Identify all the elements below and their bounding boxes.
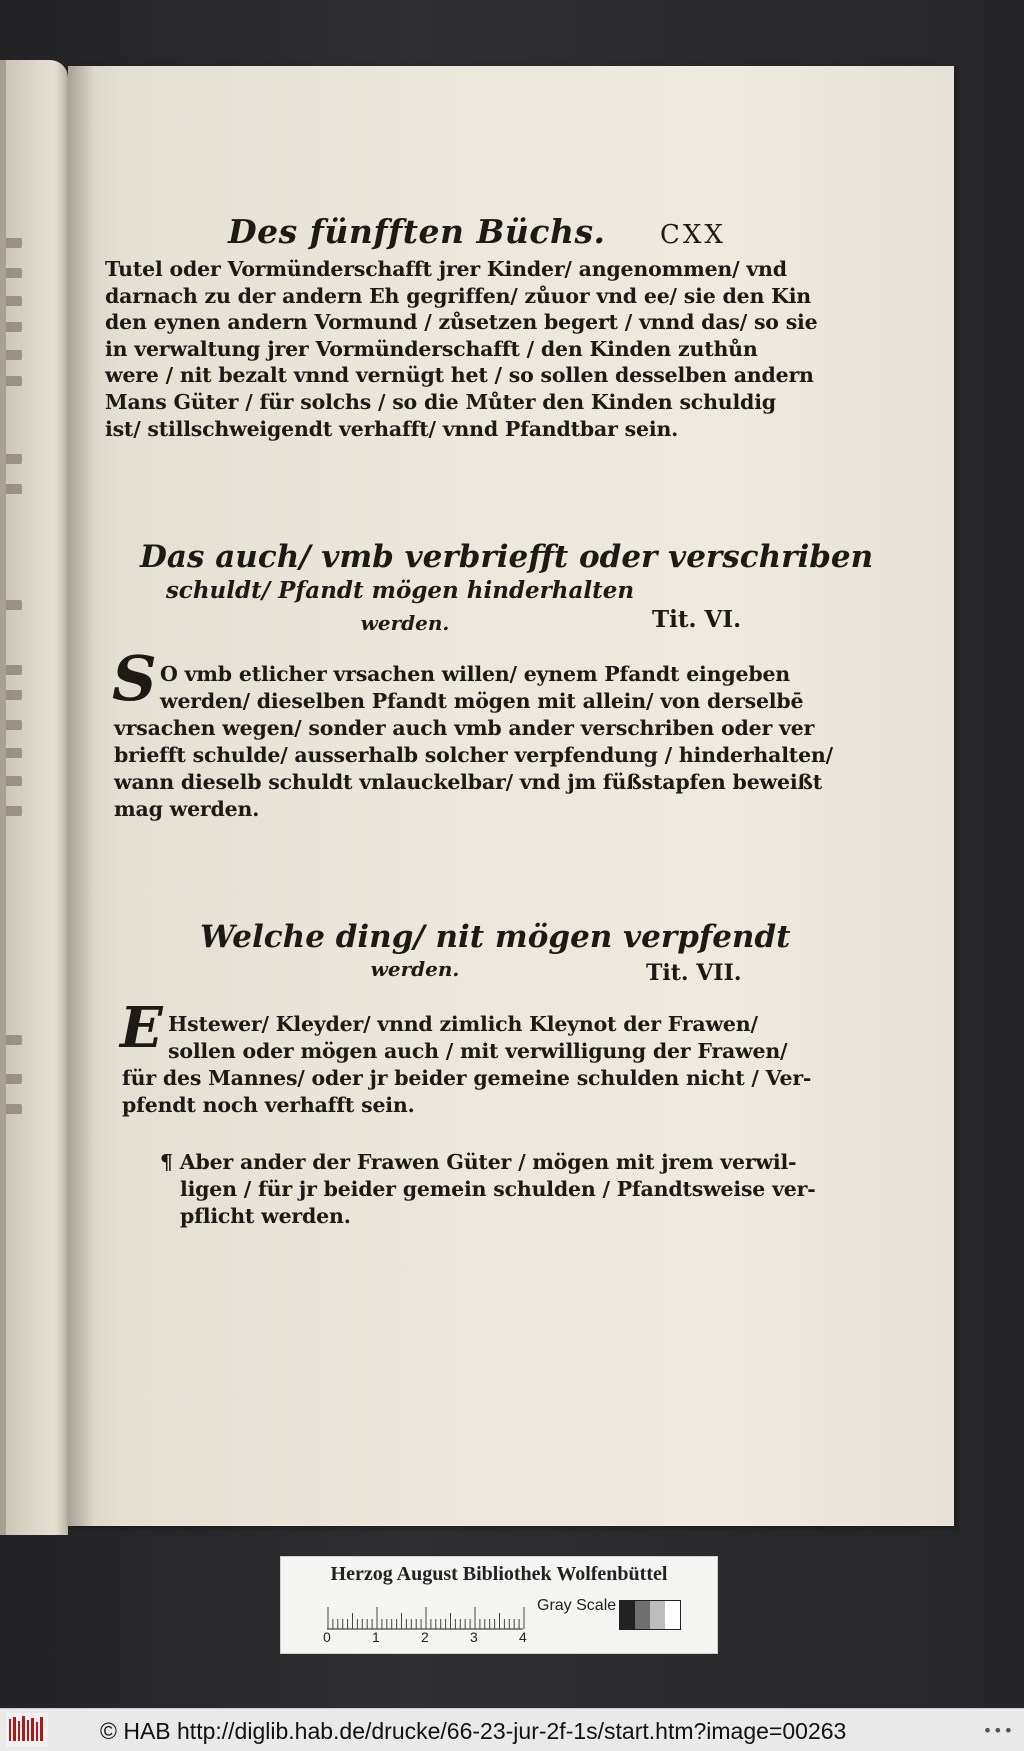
text-line: pfendt noch verhafft sein.: [122, 1093, 415, 1117]
title-line: werden.: [360, 611, 450, 635]
text-line: pflicht werden.: [180, 1204, 351, 1228]
paragraph-title-6: [114, 661, 833, 823]
text-line: mag werden.: [114, 797, 260, 821]
title-number-6: Tit. VI.: [652, 606, 742, 633]
swatch: [620, 1601, 635, 1629]
text-line: briefft schulde/ ausserhalb solcher verpfendung / hinderhalten/: [114, 743, 833, 767]
text-line: wann dieselb schuldt vnlauckelbar/ vnd jm füßstapfen beweißt: [114, 770, 823, 794]
grayscale-swatches: [619, 1600, 681, 1630]
text-line: ¶ Aber ander der Frawen Güter / mögen mit jrem verwil-: [160, 1150, 797, 1174]
text-line: vrsachen wegen/ sonder auch vmb ander verschriben oder ver: [114, 716, 815, 740]
previous-page-shadow: [0, 60, 6, 1535]
more-icon[interactable]: •••: [982, 1721, 1014, 1740]
running-head: Des fünfften Büchs.: [228, 212, 606, 251]
title-line: schuldt/ Pfandt mögen hinderhalten: [165, 577, 635, 604]
title-line: Das auch/ vmb verbriefft oder verschriben: [140, 539, 874, 575]
title-number-7: Tit. VII.: [646, 960, 742, 986]
paragraph-note: [160, 1149, 816, 1230]
text-line: werden/ dieselben Pfandt mögen mit allein/ von derselbē: [160, 689, 804, 713]
tick-label: 2: [421, 1629, 429, 1645]
previous-page-edge: [0, 60, 68, 1535]
text-line: Tutel oder Vormünderschafft jrer Kinder/ angenommen/ vnd: [105, 257, 787, 281]
swatch: [650, 1601, 665, 1629]
title-line: Welche ding/ nit mögen verpfendt: [200, 919, 791, 955]
library-name: Herzog August Bibliothek Wolfenbüttel: [330, 1563, 668, 1585]
tick-label: 3: [470, 1629, 478, 1645]
title-line: werden.: [370, 957, 460, 981]
barcode-icon: [6, 1713, 48, 1747]
text-line: den eynen andern Vormund / zůsetzen begert / vnnd das/ so sie: [105, 310, 818, 335]
text-line: ligen / für jr beider gemein schulden / Pfandtsweise ver-: [180, 1177, 816, 1201]
swatch: [635, 1601, 650, 1629]
paragraph-title-7: [122, 1011, 811, 1119]
text-line: were / nit bezalt vnnd vernügt het / so sollen desselben andern: [105, 363, 814, 388]
tick-label: 1: [372, 1629, 380, 1645]
text-line: Mans Güter / für solchs / so die Můter den Kinden schuldig: [105, 389, 776, 414]
color-scale-card: [280, 1556, 718, 1654]
text-line: Hstewer/ Kleyder/ vnnd zimlich Kleynot der Frawen/: [168, 1012, 758, 1036]
drop-capital: S: [112, 642, 157, 715]
text-line: O vmb etlicher vrsachen willen/ eynem Pfandt eingeben: [160, 662, 790, 686]
text-line: ist/ stillschweigendt verhafft/ vnnd Pfandtbar sein.: [105, 416, 679, 441]
page-gutter-shadow: [68, 66, 94, 1526]
grayscale-label: Gray Scale: [537, 1597, 617, 1614]
text-line: darnach zu der andern Eh gegriffen/ zůuor vnd ee/ sie den Kin: [105, 283, 812, 308]
text-line: in verwaltung jrer Vormünderschafft / den Kinden zuthůn: [105, 336, 758, 361]
drop-capital: E: [120, 995, 163, 1061]
source-url[interactable]: © HAB http://diglib.hab.de/drucke/66-23-jur-2f-1s/start.htm?image=00263: [100, 1718, 847, 1744]
tick-label: 0: [323, 1629, 331, 1645]
text-line: sollen oder mögen auch / mit verwilligung der Frawen/: [168, 1039, 788, 1063]
footer-bar: [0, 1708, 1024, 1751]
swatch: [665, 1601, 680, 1629]
text-line: für des Mannes/ oder jr beider gemeine schulden nicht / Ver-: [122, 1066, 812, 1090]
folio-number: CXX: [660, 220, 726, 250]
paragraph-continuation: [105, 256, 817, 442]
ruler-ticks: [327, 1601, 527, 1631]
section-title-6: [140, 539, 874, 638]
tick-label: 4: [519, 1629, 527, 1645]
